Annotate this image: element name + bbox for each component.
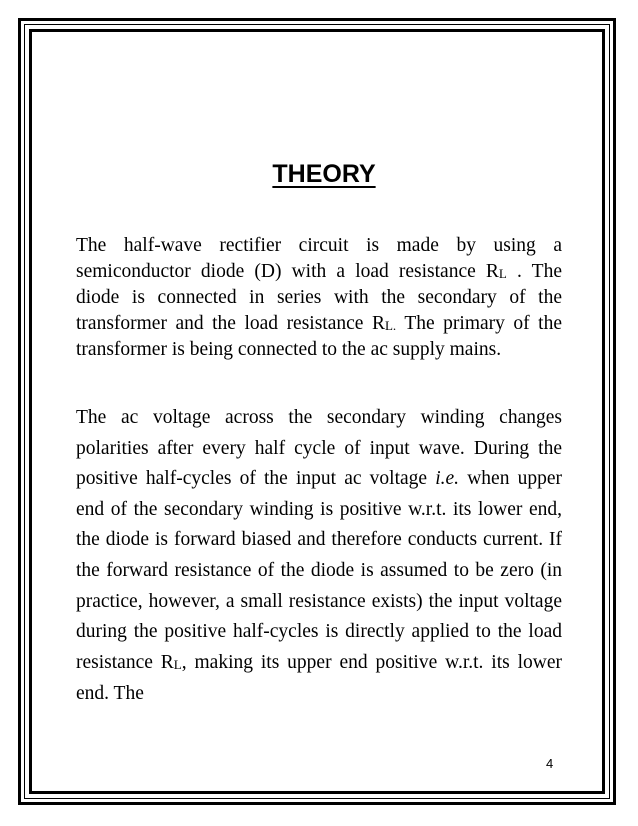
paragraph-2-text-b: when upper end of the secondary winding is positive w.r.t. its lower end, the diode is forward biased and therefore conducts current. If the forward resistance of the diode is assumed to be zero (in practice, however, a small resistance exists) the input voltage during the positive half-cycles is directly applied to the load resistance R xyxy=(76,468,562,673)
load-resistance-subscript: L xyxy=(173,656,182,672)
theory-paragraph-1 xyxy=(76,233,562,363)
paragraph-1-text-a: The half-wave rectifier circuit is made by using a semiconductor diode (D) with a load resistance R xyxy=(76,235,562,282)
paragraph-2-text-a: The ac voltage across the secondary winding changes polarities after every half cycle of input wave. During the positive half-cycles of the input ac voltage xyxy=(76,407,562,490)
paragraph-2-text-c: , making its upper end positive w.r.t. its lower end. The xyxy=(76,651,562,705)
page-number: 4 xyxy=(546,756,554,771)
load-resistance-subscript: L. xyxy=(384,317,397,333)
ie-italic: i.e. xyxy=(435,468,460,490)
paragraph-1-text-c: The primary of the transformer is being connected to the ac supply mains. xyxy=(76,312,562,360)
page-title: THEORY xyxy=(272,160,376,188)
theory-paragraph-2 xyxy=(76,403,562,710)
paragraph-1-text-b: . The diode is connected in series with the secondary of the transformer and the load resistance R xyxy=(76,260,562,334)
load-resistance-subscript: L xyxy=(498,265,507,281)
